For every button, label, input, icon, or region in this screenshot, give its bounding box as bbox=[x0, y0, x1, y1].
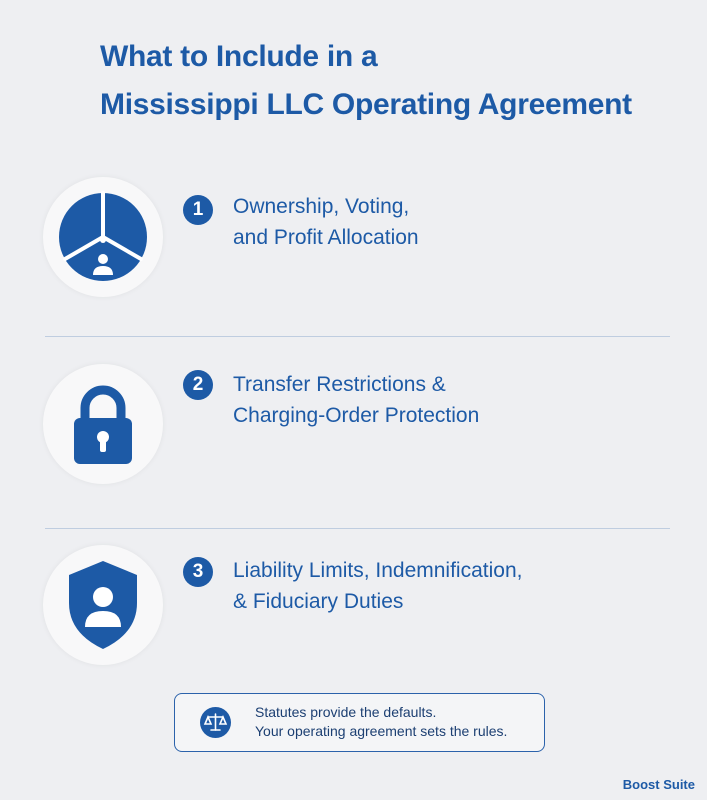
note-icon-badge bbox=[200, 707, 231, 738]
callout-box bbox=[174, 693, 545, 752]
callout-text bbox=[255, 703, 507, 741]
item-3-heading-line-2: & Fiduciary Duties bbox=[233, 590, 404, 613]
item-ownership bbox=[0, 165, 707, 315]
item-2-icon-circle bbox=[43, 364, 163, 484]
divider bbox=[45, 528, 670, 529]
item-1-icon-circle bbox=[43, 177, 163, 297]
step-number-1: 1 bbox=[183, 195, 213, 225]
padlock-icon bbox=[43, 364, 163, 484]
callout-line-1: Statutes provide the defaults. bbox=[255, 704, 437, 720]
divider bbox=[45, 336, 670, 337]
item-2-heading bbox=[233, 369, 479, 431]
item-liability bbox=[0, 545, 707, 695]
brand-logo: Boost Suite bbox=[622, 777, 695, 792]
item-1-heading-line-2: and Profit Allocation bbox=[233, 226, 419, 249]
pie-chart-person-icon bbox=[43, 177, 163, 297]
step-number-3: 3 bbox=[183, 557, 213, 587]
item-3-icon-circle bbox=[43, 545, 163, 665]
shield-person-icon bbox=[43, 545, 163, 665]
title-line-1: What to Include in a bbox=[100, 40, 378, 73]
item-2-heading-line-1: Transfer Restrictions & bbox=[233, 373, 446, 396]
item-2-heading-line-2: Charging-Order Protection bbox=[233, 404, 480, 427]
item-3-heading bbox=[233, 555, 522, 617]
scales-icon bbox=[200, 707, 231, 738]
item-transfer bbox=[0, 352, 707, 502]
item-1-heading-line-1: Ownership, Voting, bbox=[233, 195, 410, 218]
item-3-heading-line-1: Liability Limits, Indemnification, bbox=[233, 559, 523, 582]
callout-line-2: Your operating agreement sets the rules. bbox=[255, 723, 508, 739]
step-number-2: 2 bbox=[183, 370, 213, 400]
page-title bbox=[100, 33, 680, 129]
item-1-heading bbox=[233, 191, 419, 253]
title-line-2: Mississippi LLC Operating Agreement bbox=[100, 88, 632, 121]
